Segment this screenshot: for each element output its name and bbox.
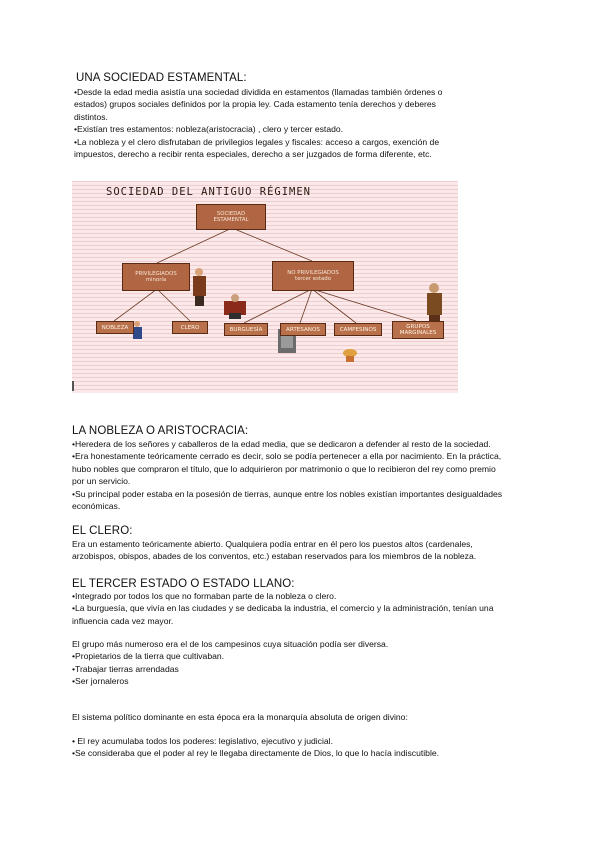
section-title-sociedad: UNA SOCIEDAD ESTAMENTAL:	[76, 72, 247, 84]
text-line: arzobispos, obispos, abades de los conventos, etc.) estaban reservados para los miembros de la nobleza.	[72, 551, 477, 562]
text-line: •Ser jornaleros	[72, 676, 129, 687]
privileged-label: PRIVILEGIADOS	[135, 270, 177, 277]
text-line: hubo nobles que compraron el título, que lo adquirieron por matrimonio o que lo recibieron del rey como premio	[72, 463, 496, 474]
section-title-clero: EL CLERO:	[72, 525, 133, 537]
text-line: por un servicio.	[72, 476, 131, 487]
section-body-poderes	[72, 735, 542, 760]
text-line: • El rey acumulaba todos los poderes: legislativo, ejecutivo y judicial.	[72, 736, 333, 746]
text-line: •Era honestamente teóricamente cerrado es decir, solo se podía pertenecer a ella por nacimiento. En la práctica,	[72, 451, 502, 462]
text-line: •Integrado por todos los que no formaban parte de la nobleza o clero.	[72, 591, 337, 601]
leaf-clero: CLERO	[172, 321, 208, 334]
text-line: •Existían tres estamentos: nobleza(aristocracia) , clero y tercer estado.	[74, 124, 344, 135]
text-line: •La nobleza y el clero disfrutaban de privilegios legales y fiscales: acceso a cargos, exención de	[74, 136, 440, 147]
society-diagram	[72, 181, 458, 393]
unprivileged-sublabel: tercer estado	[295, 276, 331, 282]
privileged-box	[122, 263, 190, 291]
unprivileged-label: NO PRIVILEGIADOS	[287, 269, 339, 276]
leaf-burguesia: BURGUESÍA	[224, 323, 268, 336]
leaf-grupos-marginales: GRUPOS MARGINALES	[392, 321, 444, 339]
section-title-tercer-estado: EL TERCER ESTADO O ESTADO LLANO:	[72, 578, 295, 590]
text-line: •Su principal poder estaba en la posesión de tierras, aunque entre los nobles existían importantes desigualdades	[72, 488, 503, 499]
text-line: El grupo más numeroso era el de los campesinos cuya situación podía ser diversa.	[72, 639, 389, 649]
leaf-campesinos: CAMPESINOS	[334, 323, 382, 336]
text-line: •Trabajar tierras arrendadas	[72, 663, 179, 674]
unprivileged-box	[272, 261, 354, 291]
text-line: •Desde la edad media asistía una sociedad dividida en estamentos (llamadas también órdenes o	[74, 87, 443, 97]
section-body-clero	[72, 538, 542, 563]
privileged-sublabel: minoría	[145, 277, 167, 283]
section-body-sociedad	[74, 86, 544, 160]
text-line: distintos.	[74, 111, 108, 122]
section-body-monarquia	[72, 711, 542, 723]
section-body-tercer-estado	[72, 590, 542, 627]
text-line: •Heredera de los señores y caballeros de la edad media, que se dedicaron a defender al resto de la sociedad.	[72, 439, 491, 449]
text-line: El sistema político dominante en esta época era la monarquía absoluta de origen divino:	[72, 712, 408, 722]
text-line: •La burguesía, que vivía en las ciudades y se dedicaba la industria, el comercio y la administración, tenían una	[72, 603, 494, 614]
text-line: •Propietarios de la tierra que cultivaban.	[72, 651, 225, 662]
text-line: económicas.	[72, 501, 121, 512]
root-label: SOCIEDAD	[216, 210, 246, 217]
section-title-nobleza: LA NOBLEZA O ARISTOCRACIA:	[72, 425, 249, 437]
text-line: •Se consideraba que el poder al rey le llegaba directamente de Dios, lo que lo hacía indiscutible.	[72, 748, 440, 759]
root-sublabel: ESTAMENTAL	[213, 217, 249, 223]
diagram-title: SOCIEDAD DEL ANTIGUO RÉGIMEN	[106, 186, 312, 198]
section-body-campesinos	[72, 638, 542, 688]
root-box	[196, 204, 266, 230]
text-line: estados) grupos sociales definidos por la propia ley. Cada estamento tenía derechos y deberes	[74, 99, 436, 110]
leaf-artesanos: ARTESANOS	[280, 323, 326, 336]
leaf-nobleza: NOBLEZA	[96, 321, 134, 334]
section-body-nobleza	[72, 438, 542, 512]
text-line: Era un estamento teóricamente abierto. Qualquiera podía entrar en él pero los puestos altos (cardenales,	[72, 539, 473, 549]
text-line: impuestos, derecho a recibir renta especiales, derecho a ser juzgados de forma diferente, etc.	[74, 149, 432, 160]
text-line: influencia cada vez mayor.	[72, 615, 174, 626]
diagram-edge-mark	[72, 381, 74, 391]
